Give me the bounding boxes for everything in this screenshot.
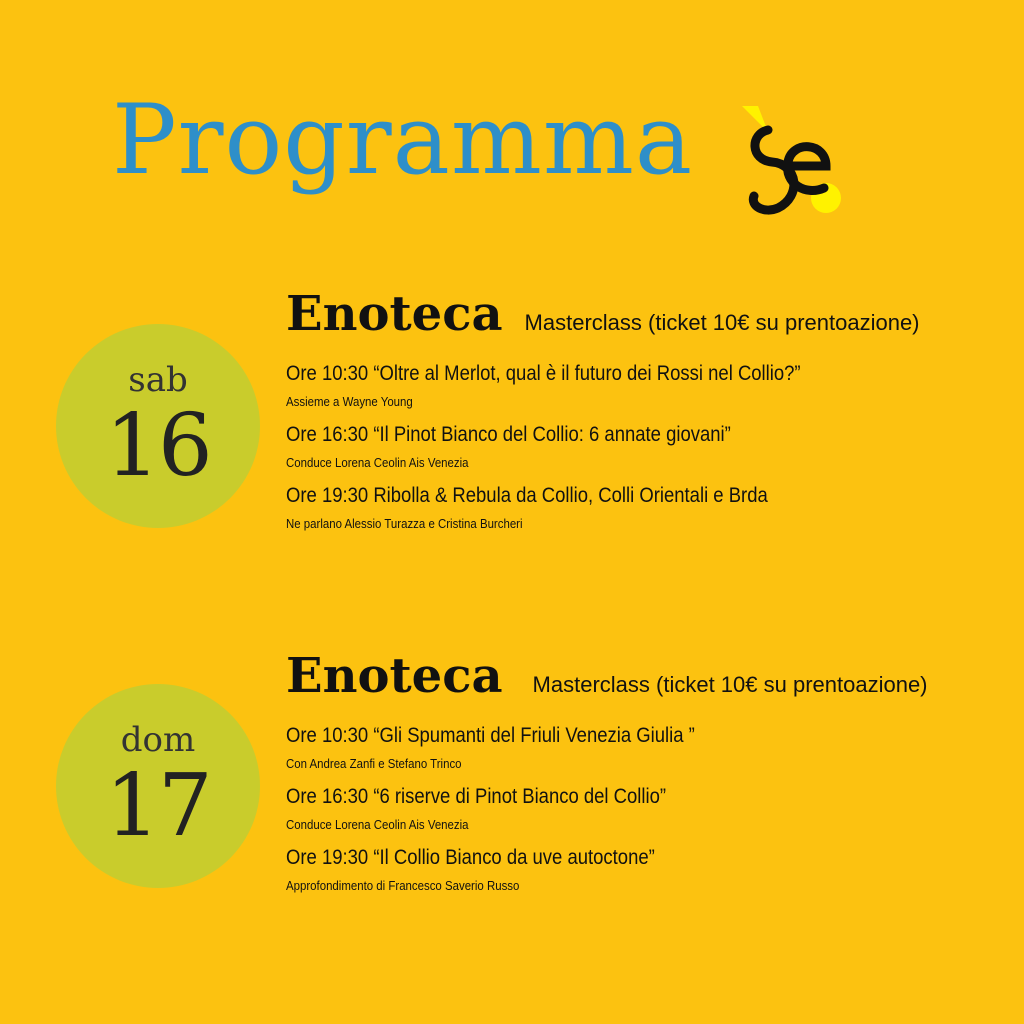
event-title: Ore 16:30 “6 riserve di Pinot Bianco del Collio”: [286, 785, 667, 808]
event-note: Ne parlano Alessio Turazza e Cristina Burcheri: [286, 516, 523, 531]
event-title: Ore 19:30 Ribolla & Rebula da Collio, Colli Orientali e Brda: [286, 484, 768, 507]
event-item: [286, 362, 920, 409]
event-item: [286, 785, 928, 832]
event-item: [286, 724, 928, 771]
event-item: [286, 846, 928, 893]
event-title: Ore 10:30 “Gli Spumanti del Friuli Venezia Giulia ”: [286, 724, 695, 747]
venue-subtitle: Masterclass (ticket 10€ su prentoazione): [532, 672, 928, 697]
event-note: Approfondimento di Francesco Saverio Russo: [286, 878, 520, 893]
day-of-week: sab: [128, 360, 188, 400]
event-note: Assieme a Wayne Young: [286, 394, 413, 409]
event-item: [286, 423, 920, 470]
event-note: Con Andrea Zanfi e Stefano Trinco: [286, 756, 462, 771]
page-title: Programma: [112, 84, 694, 196]
event-title: Ore 10:30 “Oltre al Merlot, qual è il futuro dei Rossi nel Collio?”: [286, 362, 801, 385]
day-of-week: dom: [120, 720, 196, 760]
day-badge: [56, 324, 260, 528]
venue-subtitle: Masterclass (ticket 10€ su prentoazione): [524, 310, 920, 335]
event-note: Conduce Lorena Ceolin Ais Venezia: [286, 455, 469, 470]
schedule-section: [286, 648, 928, 893]
event-title: Ore 16:30 “Il Pinot Bianco del Collio: 6 annate giovani”: [286, 423, 731, 446]
event-title: Ore 19:30 “Il Collio Bianco da uve autoctone”: [286, 846, 655, 869]
event-item: [286, 484, 920, 531]
schedule-section: [286, 286, 920, 531]
venue-title: Enoteca: [286, 648, 503, 704]
day-number: 17: [105, 756, 211, 856]
brand-logo-icon: [728, 100, 848, 220]
day-badge: [56, 684, 260, 888]
event-note: Conduce Lorena Ceolin Ais Venezia: [286, 817, 469, 832]
venue-title: Enoteca: [286, 286, 503, 342]
day-number: 16: [105, 396, 211, 496]
